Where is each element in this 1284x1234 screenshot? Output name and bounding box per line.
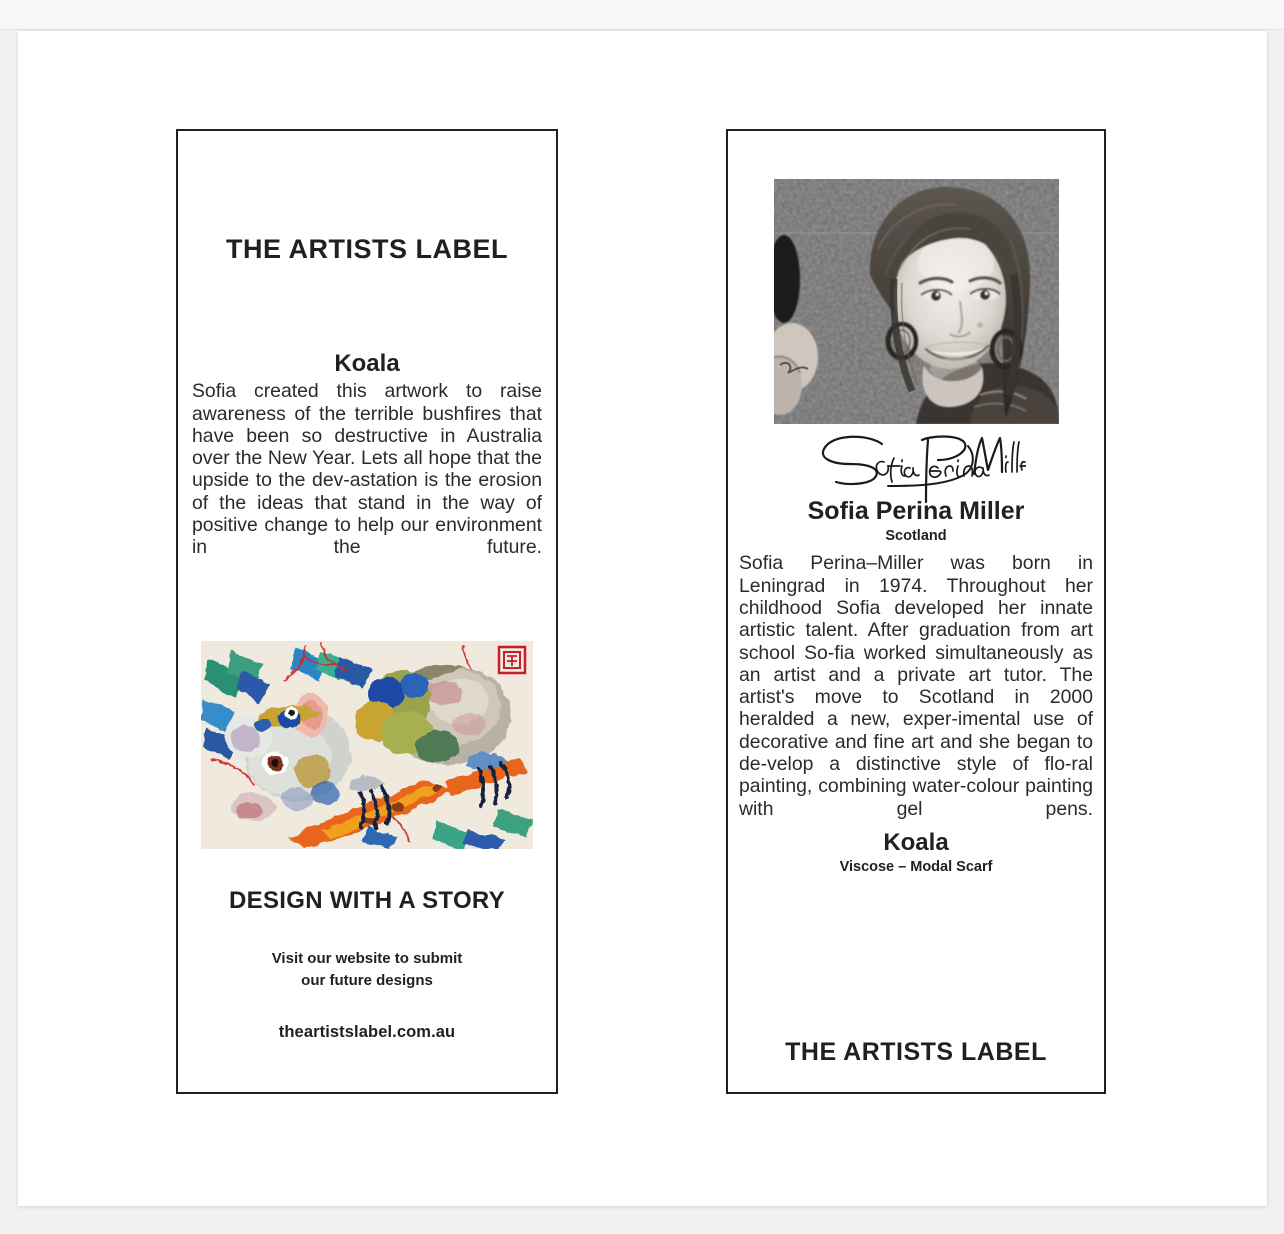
artist-country-wrap xyxy=(885,527,946,546)
back-product-subtitle: Viscose – Modal Scarf xyxy=(839,858,993,875)
back-brand-title: THE ARTISTS LABEL xyxy=(785,1038,1047,1066)
front-tagline: DESIGN WITH A STORY xyxy=(229,886,505,914)
swing-tag-front xyxy=(176,129,558,1094)
artist-biography: Sofia Perina–Miller was born in Leningrad in 1974. Throughout her childhood Sofia developed her innate artistic talent. After graduation from art school So-fia worked simultaneously as an artist and a private art tutor. The artist's move to Scotland in 2000 heralded a new, exper-imental use of decorative and fine art and she began to de-velop a distinctive style of flo-ral painting, combining water-colour painting with gel pens. xyxy=(739,552,1093,820)
artist-country: Scotland xyxy=(885,527,947,544)
front-artwork-description: Sofia created this artwork to raise awareness of the terrible bushfires that have been so destructive in Australia over the New Year. Lets all hope that the upside to the dev-astation is the erosion of the ideas that stand in the way of positive change to help our environment in the future. xyxy=(192,380,542,559)
front-submit-line-2: our future designs xyxy=(301,971,433,989)
viewer-toolbar xyxy=(0,0,1284,30)
back-product-title: Koala xyxy=(883,828,949,856)
front-website-url[interactable]: theartistslabel.com.au xyxy=(278,1022,456,1041)
front-artwork-description-block xyxy=(192,350,542,559)
document-page xyxy=(18,31,1267,1206)
front-brand-title: THE ARTISTS LABEL xyxy=(226,234,508,264)
front-submit-copy xyxy=(272,948,463,992)
artist-name: Sofia Perina Miller xyxy=(807,497,1025,525)
artist-signature-image xyxy=(806,428,1026,506)
artist-biography-block xyxy=(739,552,1093,820)
front-submit-line-1: Visit our website to submit xyxy=(271,949,463,967)
swing-tag-back xyxy=(726,129,1106,1094)
koala-artwork-image xyxy=(201,641,533,849)
front-artwork-title: Koala xyxy=(334,349,400,377)
artist-portrait-photo xyxy=(774,179,1059,424)
